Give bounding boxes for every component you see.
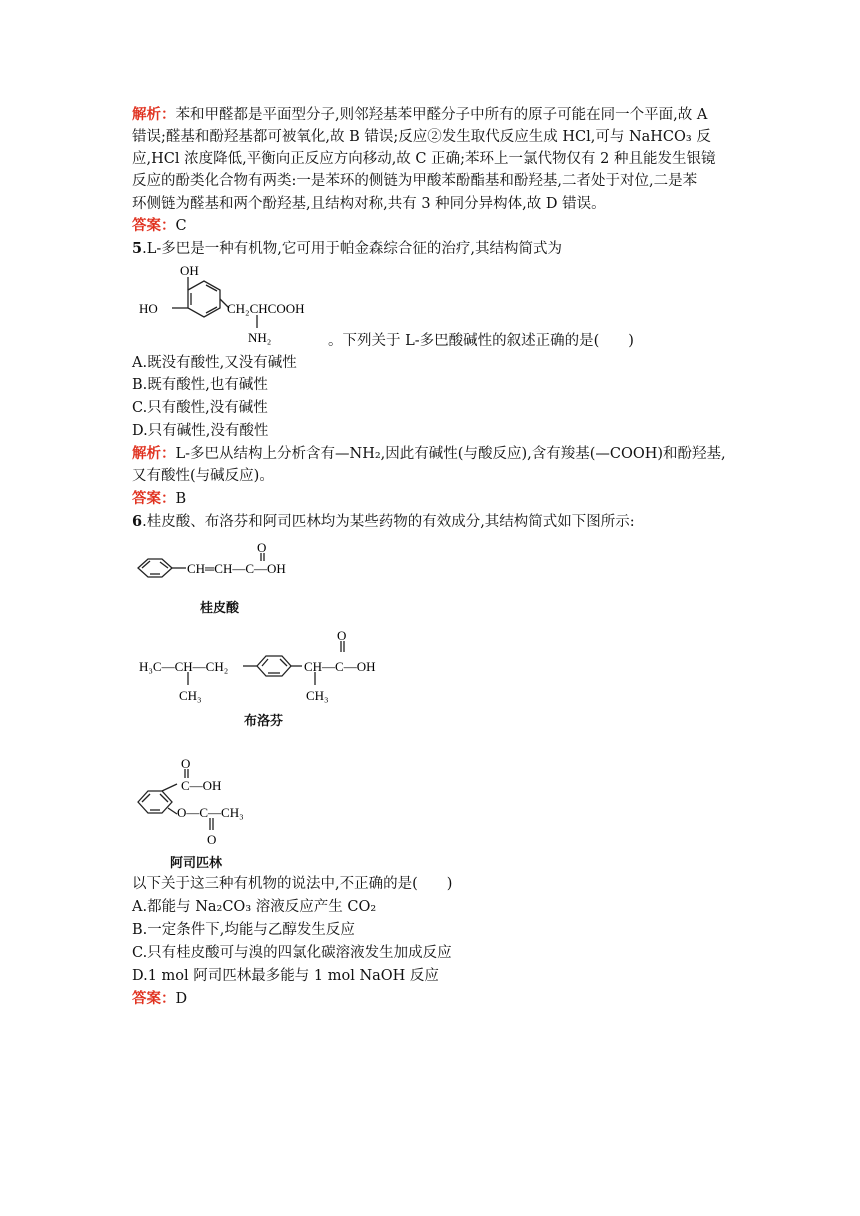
l-dopa-diagram [132, 260, 332, 346]
methyl-b-label: CH₃ [306, 688, 329, 703]
question-5-stem-tail: 。下列关于 L-多巴酸碱性的叙述正确的是( ) [328, 333, 634, 349]
ibuprofen-diagram [132, 628, 402, 708]
answer-label: 答案： [132, 991, 176, 1007]
option-a: A.都能与 Na₂CO₃ 溶液反应产生 CO₂ [132, 899, 377, 915]
answer-line [132, 488, 186, 510]
cinnamic-acid-diagram [132, 540, 322, 600]
answer-value: B [175, 491, 187, 507]
answer-line [132, 988, 187, 1010]
option-b: B.一定条件下,均能与乙醇发生反应 [132, 922, 355, 938]
l-dopa-structure [132, 260, 332, 346]
analysis-line-5: 环侧链为醛基和两个酚羟基,且结构对称,共有 3 种同分异构体,故 D 错误。 [132, 196, 606, 212]
carbonyl-o-label: O [257, 540, 267, 555]
ho-left-label: HO [139, 301, 158, 316]
answer-value: C [175, 218, 187, 234]
ibuprofen-structure [132, 628, 402, 708]
analysis-line-1 [132, 104, 707, 126]
option-b: B.既有酸性,也有碱性 [132, 377, 268, 393]
question-text: .桂皮酸、布洛芬和阿司匹林均为某些药物的有效成分,其结构简式如下图所示: [142, 514, 635, 530]
methyl-a-label: CH₃ [179, 688, 202, 703]
option-d: D.1 mol 阿司匹林最多能与 1 mol NaOH 反应 [132, 968, 439, 984]
carbonyl-o-label: O [337, 628, 347, 643]
answer-value: D [175, 991, 188, 1007]
question-number: 6 [132, 513, 143, 530]
question-5-stem [132, 238, 562, 260]
option-a: A.既没有酸性,又没有碱性 [132, 355, 297, 371]
ester-label: O—C—CH₃ [177, 805, 244, 820]
aspirin-diagram [132, 756, 272, 852]
benzene-ring [188, 281, 220, 317]
analysis-text: 苯和甲醛都是平面型分子,则邻羟基苯甲醛分子中所有的原子可能在同一个平面,故 A [175, 107, 708, 123]
cinnamic-chain-label: CH═CH—C—OH [187, 561, 286, 576]
analysis-line-1 [132, 443, 726, 465]
question-6-stem [132, 511, 635, 533]
question-6-prompt: 以下关于这三种有机物的说法中,不正确的是( ) [132, 876, 453, 892]
oh-top-label: OH [180, 263, 199, 278]
cinnamic-acid-structure [132, 540, 322, 600]
carboxyl-label: C—OH [181, 778, 222, 793]
nh2-label: NH₂ [248, 330, 272, 345]
analysis-text: L-多巴从结构上分析含有—NH₂,因此有碱性(与酸反应),含有羧基(—COOH)和酚羟基, [175, 446, 726, 462]
option-c: C.只有酸性,没有碱性 [132, 400, 268, 416]
option-d: D.只有碱性,没有酸性 [132, 423, 269, 439]
answer-line [132, 215, 187, 237]
analysis-line-4: 反应的酚类化合物有两类:一是苯环的侧链为甲酸苯酚酯基和酚羟基,二者处于对位,二是苯 [132, 173, 698, 189]
answer-label: 答案： [132, 218, 176, 234]
analysis-label: 解析： [132, 107, 176, 123]
aspirin-structure [132, 756, 272, 852]
side-chain-label: CH₂CHCOOH [227, 301, 305, 316]
analysis-line-3: 应,HCl 浓度降低,平衡向正反应方向移动,故 C 正确;苯环上一氯代物仅有 2 种且能发生银镜 [132, 151, 716, 167]
ibuprofen-caption: 布洛芬 [244, 714, 284, 729]
option-c: C.只有桂皮酸可与溴的四氯化碳溶液发生加成反应 [132, 945, 452, 961]
propionic-label: CH—C—OH [304, 659, 376, 674]
carbonyl-o-top-label: O [181, 756, 191, 771]
analysis-line-2: 错误;醛基和酚羟基都可被氧化,故 B 错误;反应②发生取代反应生成 HCl,可与 NaHCO₃ 反 [132, 129, 711, 145]
aspirin-caption: 阿司匹林 [170, 856, 223, 871]
isobutyl-label: H₃C—CH—CH₂ [139, 659, 229, 674]
cinnamic-acid-caption: 桂皮酸 [200, 601, 240, 616]
question-text: .L-多巴是一种有机物,它可用于帕金森综合征的治疗,其结构简式为 [142, 241, 562, 257]
analysis-label: 解析： [132, 446, 176, 462]
analysis-line-2: 又有酸性(与碱反应)。 [132, 468, 274, 484]
answer-label: 答案： [132, 491, 176, 507]
carbonyl-o-bottom-label: O [207, 832, 217, 847]
question-number: 5 [132, 240, 143, 257]
